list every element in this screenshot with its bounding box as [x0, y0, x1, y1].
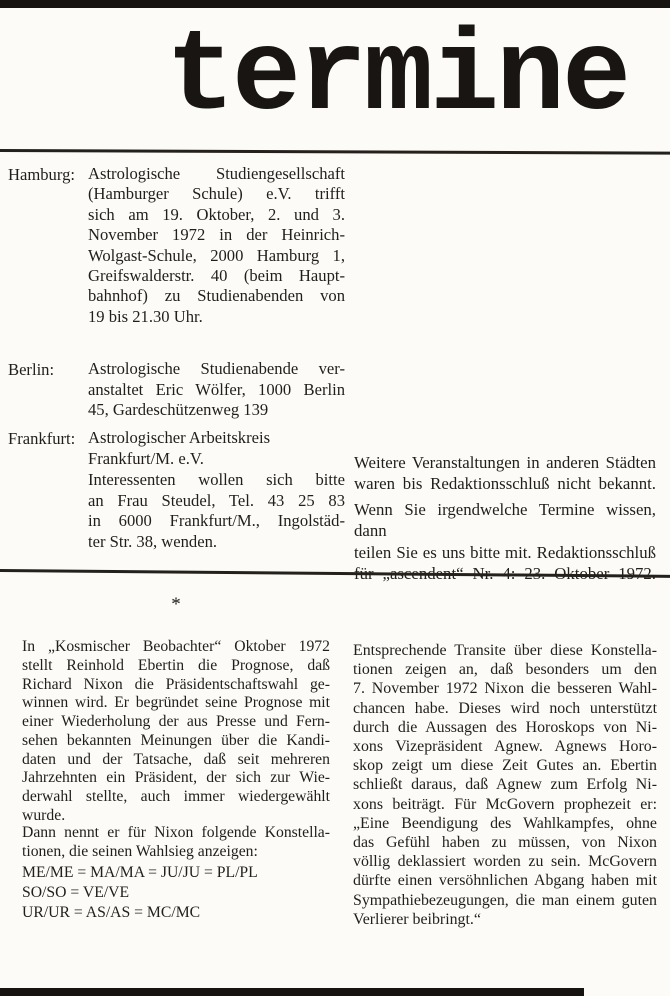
text-line: skop zeigt um diese Zeit Gutes an. Ebertin	[353, 757, 657, 775]
text-line: Richard Nixon die Präsidentschaftswahl ge-	[22, 675, 330, 693]
article-constellation-list	[22, 863, 330, 922]
text-line: stellt Reinhold Ebertin die Prognose, daß	[22, 656, 330, 674]
text-line: völlig deklassiert worden zu sein. McGovern	[353, 853, 657, 871]
text-line: chancen habe. Dieses wird noch unterstützt	[353, 699, 657, 717]
section-separator-star: *	[171, 594, 181, 615]
listing-label-berlin: Berlin:	[8, 360, 55, 379]
listing-text-frankfurt-head	[88, 428, 345, 469]
horizontal-rule-top	[0, 149, 670, 154]
text-line: Greifswalderstr. 40 (beim Haupt-	[88, 266, 345, 286]
text-line: anstaltet Eric Wölfer, 1000 Berlin	[88, 379, 345, 399]
text-line: teilen Sie es uns bitte mit. Redaktionsschluß	[354, 542, 656, 562]
notice-other-events	[354, 452, 656, 495]
text-line: Interessenten wollen sich bitte	[88, 470, 345, 489]
text-line: Entsprechende Transite über diese Konstella-	[353, 642, 657, 659]
text-line: tionen zeigen an, daß besonders um den	[353, 661, 657, 679]
text-line: 45, Gardeschützenweg 139	[88, 400, 269, 420]
text-line: Weitere Veranstaltungen in anderen Städten	[354, 453, 656, 472]
text-line: Sympathiebezeugungen, die man einem guten	[353, 891, 657, 909]
text-line: November 1972 in der Heinrich-	[88, 225, 345, 245]
text-line: Wolgast-Schule, 2000 Hamburg 1,	[88, 245, 345, 265]
listing-text-berlin	[88, 359, 345, 421]
text-line: SO/SO = VE/VE	[22, 883, 130, 901]
text-line: derwahl stellte, auch immer wiedergewählt	[22, 788, 330, 805]
text-line: Dann nennt er für Nixon folgende Konstella-	[22, 824, 330, 841]
text-line: ter Str. 38, wenden.	[88, 532, 218, 552]
text-line: xons Vizepräsident Agnew. Agnews Horo-	[353, 738, 657, 756]
text-line: in 6000 Frankfurt/M., Ingolstäd-	[88, 511, 345, 531]
text-line: In „Kosmischer Beobachter“ Oktober 1972	[22, 638, 330, 655]
text-line: wurde.	[22, 806, 66, 824]
text-line: Frankfurt/M. e.V.	[88, 448, 204, 468]
text-line: tionen, die seinen Wahlsieg anzeigen:	[22, 842, 258, 860]
text-line: ME/ME = MA/MA = JU/JU = PL/PL	[22, 864, 258, 881]
text-line: 7. November 1972 Nixon die besseren Wahl-	[353, 680, 657, 698]
text-line: UR/UR = AS/AS = MC/MC	[22, 903, 201, 921]
text-line: Verlierer beibringt.“	[353, 910, 481, 928]
text-line: Wenn Sie irgendwelche Termine wissen, dann	[354, 500, 656, 541]
text-line: dürfte einen versöhnlichen Abgang haben mit	[353, 872, 657, 890]
listing-text-frankfurt	[88, 470, 345, 553]
listing-label-frankfurt: Frankfurt:	[8, 429, 76, 448]
text-line: bahnhof) zu Studienabenden von	[88, 286, 345, 306]
article-right-paragraph-transits	[353, 641, 657, 929]
text-line: sehen bekannten Meinungen über die Kandi-	[22, 731, 330, 749]
text-line: Astrologische Studiengesellschaft	[88, 164, 345, 183]
text-line: schließt daraus, daß Agnew zum Erfolg Ni-	[353, 776, 657, 794]
text-line: Astrologische Studienabende ver-	[88, 359, 345, 378]
text-line: Astrologischer Arbeitskreis	[88, 428, 271, 447]
text-line: durch die Aussagen des Horoskops von Ni-	[353, 718, 657, 736]
listing-label-hamburg: Hamburg:	[8, 165, 75, 184]
text-line: Jahrzehnten ein Präsident, der sich zur Wie-	[22, 769, 330, 787]
text-line: das Gefühl haben zu müssen, von Nixon	[353, 834, 657, 852]
text-line: (Hamburger Schule) e.V. trifft	[88, 184, 345, 204]
text-line: einer Wiederholung der aus Presse und Fern-	[22, 713, 330, 730]
text-line: waren bis Redaktionsschluß nicht bekannt.	[354, 474, 656, 494]
top-scan-edge-bar	[0, 0, 670, 8]
text-line: 19 bis 21.30 Uhr.	[88, 306, 203, 326]
text-line: an Frau Steudel, Tel. 43 25 83	[88, 490, 345, 510]
text-line: sich am 19. Oktober, 2. und 3.	[88, 204, 345, 224]
article-left-paragraph-constellations-intro	[22, 824, 330, 862]
listing-text-hamburg	[88, 164, 345, 327]
text-line: „Eine Beendigung des Wahlkampfes, ohne	[353, 814, 657, 832]
bottom-scan-edge-bar	[0, 988, 584, 996]
text-line: daten und der Tatsache, daß seit mehreren	[22, 750, 330, 768]
text-line: xons beiträgt. Für McGovern prophezeit er:	[353, 795, 657, 813]
article-left-paragraph-prognosis	[22, 638, 330, 826]
page-title: termine	[166, 12, 629, 143]
text-line: winnen wird. Er begründet seine Prognose mit	[22, 694, 330, 712]
